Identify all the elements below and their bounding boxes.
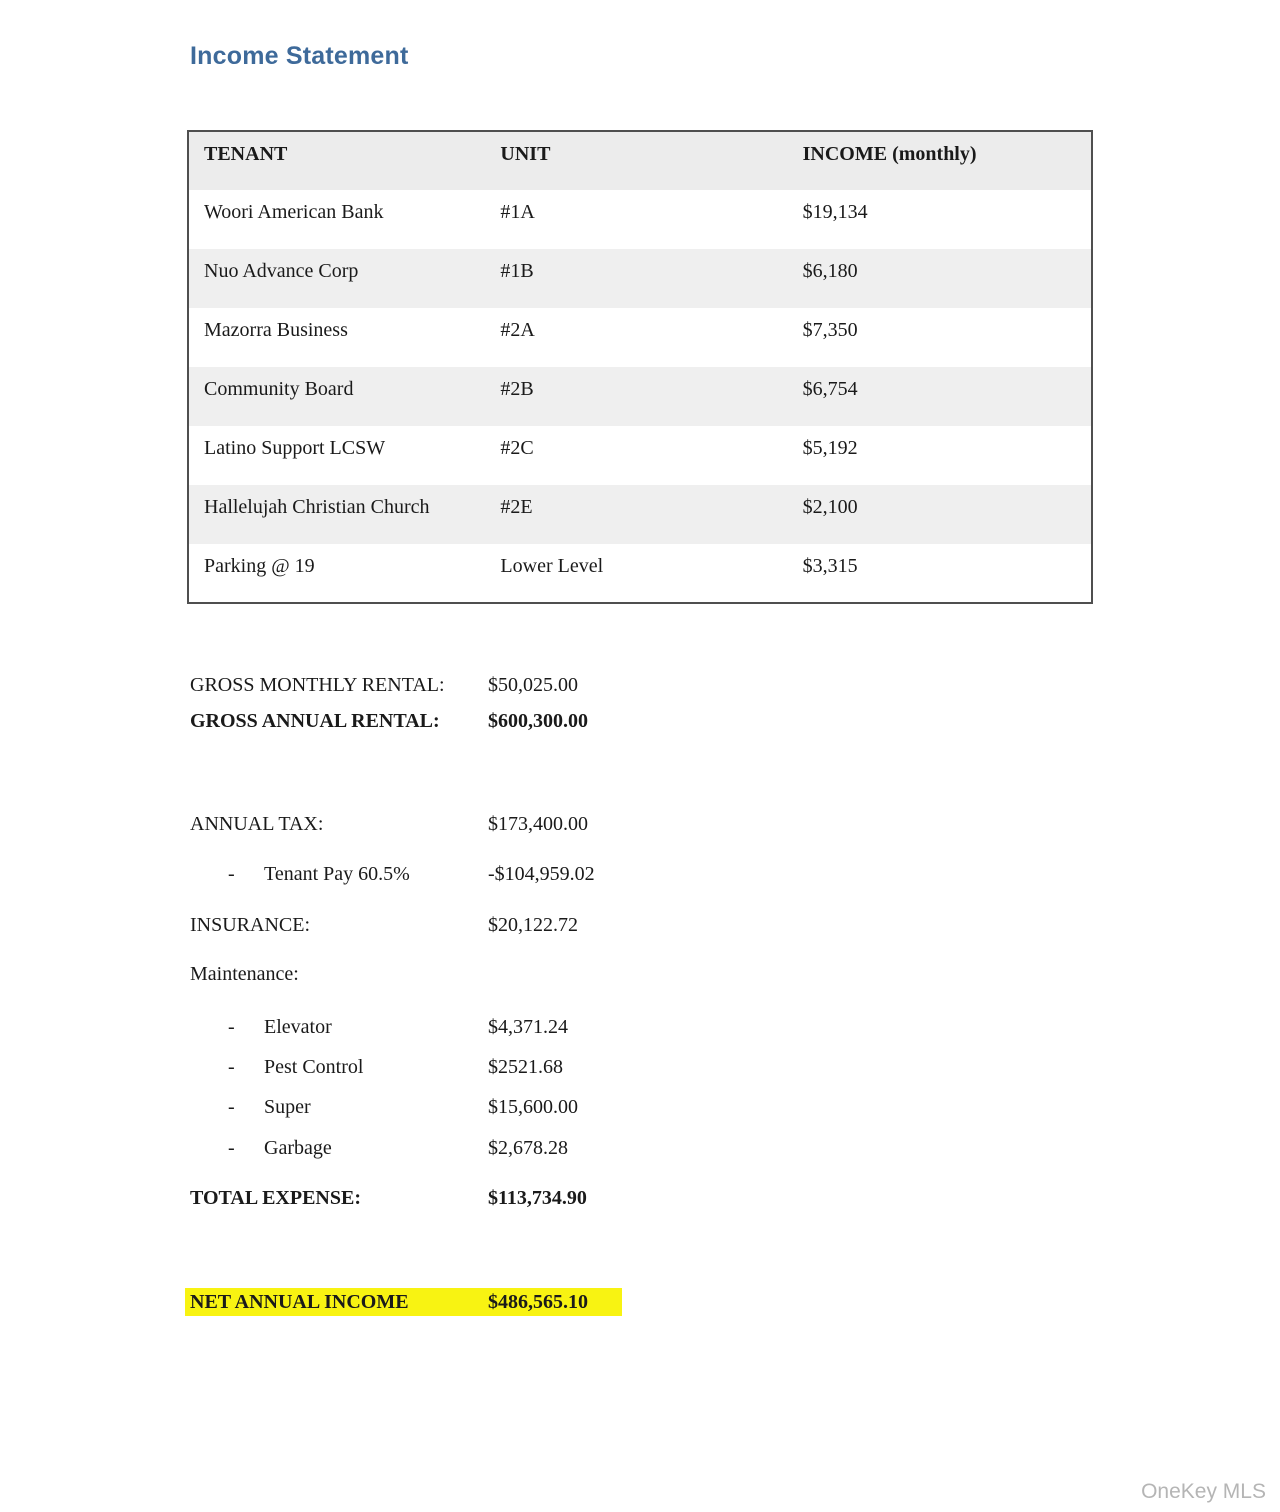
table-header-row xyxy=(188,131,1092,190)
total-expense-label: TOTAL EXPENSE: xyxy=(190,1187,361,1209)
list-dash: - xyxy=(228,1096,235,1118)
gross-annual-rental-label: GROSS ANNUAL RENTAL: xyxy=(190,710,440,732)
maintenance-item-text: Super xyxy=(264,1096,311,1118)
net-annual-income-label: NET ANNUAL INCOME xyxy=(190,1291,409,1313)
maintenance-heading-row xyxy=(190,961,890,987)
table-row xyxy=(188,190,1092,249)
unit-cell: #1B xyxy=(500,260,534,282)
unit-cell: #1A xyxy=(500,201,535,223)
maintenance-item-row xyxy=(190,1094,890,1120)
tenant-cell: Latino Support LCSW xyxy=(204,437,386,459)
tenant-cell: Parking @ 19 xyxy=(204,555,315,577)
tenant-pay-label xyxy=(190,861,488,887)
gross-monthly-rental-row xyxy=(190,672,890,698)
maintenance-item-value: $2521.68 xyxy=(488,1056,563,1078)
income-cell: $3,315 xyxy=(802,555,858,577)
maintenance-item-label xyxy=(190,1054,488,1080)
gross-monthly-rental-label: GROSS MONTHLY RENTAL: xyxy=(190,674,445,696)
list-dash: - xyxy=(228,1056,235,1078)
list-dash: - xyxy=(228,1137,235,1159)
table-row xyxy=(188,308,1092,367)
column-header-income: INCOME (monthly) xyxy=(802,143,977,165)
column-header-unit: UNIT xyxy=(500,143,551,165)
maintenance-item-label xyxy=(190,1094,488,1120)
income-cell: $19,134 xyxy=(802,201,868,223)
unit-cell: Lower Level xyxy=(500,555,604,577)
income-cell: $6,180 xyxy=(802,260,858,282)
insurance-label: INSURANCE: xyxy=(190,914,311,936)
maintenance-item-value: $2,678.28 xyxy=(488,1137,568,1159)
column-header-tenant: TENANT xyxy=(204,143,288,165)
maintenance-item-value: $15,600.00 xyxy=(488,1096,578,1118)
tenant-cell: Woori American Bank xyxy=(204,201,384,223)
onekey-mls-watermark: OneKey MLS xyxy=(1141,1480,1266,1503)
unit-cell: #2B xyxy=(500,378,534,400)
maintenance-item-row xyxy=(190,1135,890,1161)
net-annual-income-value: $486,565.10 xyxy=(488,1291,588,1313)
maintenance-item-value: $4,371.24 xyxy=(488,1016,568,1038)
tenant-income-table xyxy=(187,130,1093,604)
unit-cell: #2A xyxy=(500,319,535,341)
table-row xyxy=(188,249,1092,308)
financial-summary xyxy=(190,672,890,1316)
total-expense-row xyxy=(190,1185,890,1211)
gross-annual-rental-value: $600,300.00 xyxy=(488,710,588,732)
page-title: Income Statement xyxy=(190,42,409,70)
tenant-pay-text: Tenant Pay 60.5% xyxy=(264,863,410,885)
table-row xyxy=(188,367,1092,426)
tenant-pay-value: -$104,959.02 xyxy=(488,863,595,885)
maintenance-item-row xyxy=(190,1014,890,1040)
maintenance-item-row xyxy=(190,1054,890,1080)
net-annual-income-row xyxy=(185,1288,622,1316)
table-row xyxy=(188,544,1092,603)
unit-cell: #2E xyxy=(500,496,533,518)
annual-tax-label: ANNUAL TAX: xyxy=(190,813,324,835)
tenant-cell: Community Board xyxy=(204,378,354,400)
table-row xyxy=(188,485,1092,544)
maintenance-item-text: Elevator xyxy=(264,1016,332,1038)
income-cell: $7,350 xyxy=(802,319,858,341)
gross-monthly-rental-value: $50,025.00 xyxy=(488,674,578,696)
total-expense-value: $113,734.90 xyxy=(488,1187,587,1209)
income-cell: $2,100 xyxy=(802,496,858,518)
tenant-cell: Mazorra Business xyxy=(204,319,348,341)
gross-annual-rental-row xyxy=(190,708,890,734)
tenant-cell: Hallelujah Christian Church xyxy=(204,496,430,518)
annual-tax-row xyxy=(190,811,890,837)
insurance-value: $20,122.72 xyxy=(488,914,578,936)
unit-cell: #2C xyxy=(500,437,534,459)
maintenance-item-text: Pest Control xyxy=(264,1056,364,1078)
maintenance-item-label xyxy=(190,1135,488,1161)
income-cell: $6,754 xyxy=(802,378,858,400)
maintenance-item-text: Garbage xyxy=(264,1137,332,1159)
annual-tax-value: $173,400.00 xyxy=(488,813,588,835)
income-cell: $5,192 xyxy=(802,437,858,459)
table-row xyxy=(188,426,1092,485)
tenant-pay-row xyxy=(190,861,890,887)
maintenance-heading: Maintenance: xyxy=(190,963,299,985)
maintenance-item-label xyxy=(190,1014,488,1040)
list-dash: - xyxy=(228,1016,235,1038)
list-dash: - xyxy=(228,863,235,885)
insurance-row xyxy=(190,912,890,938)
tenant-cell: Nuo Advance Corp xyxy=(204,260,359,282)
